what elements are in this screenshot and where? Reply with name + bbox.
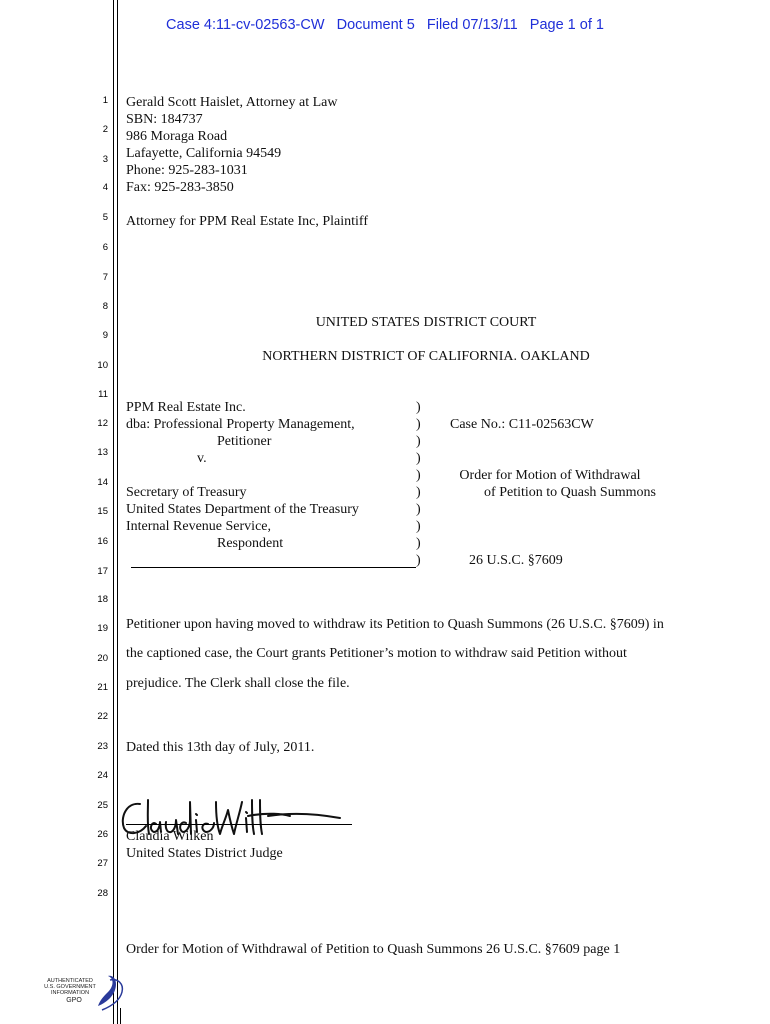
line-number: 2 [102, 124, 108, 135]
paren: ) [416, 434, 421, 449]
signature-line [126, 824, 352, 825]
attorney-street: 986 Moraga Road [126, 129, 228, 144]
case-number: Case No.: C11-02563CW [450, 417, 594, 432]
line-number: 9 [102, 330, 108, 341]
paren: ) [416, 417, 421, 432]
paren: ) [416, 502, 421, 517]
respondent-line: Internal Revenue Service, [126, 519, 271, 534]
seal-text: AUTHENTICATED [47, 978, 93, 984]
attorney-city: Lafayette, California 94549 [126, 146, 282, 161]
paren: ) [416, 468, 421, 483]
line-number: 13 [97, 447, 108, 458]
paren: ) [416, 553, 421, 568]
statute: 26 U.S.C. §7609 [469, 553, 563, 568]
respondent-line: Secretary of Treasury [126, 485, 247, 500]
respondent-line: United States Department of the Treasury [126, 502, 359, 517]
line-number: 7 [102, 272, 108, 283]
line-number: 10 [97, 360, 108, 371]
line-number: 5 [102, 212, 108, 223]
margin-rule-inner [117, 0, 118, 1024]
gpo-authentication-seal [40, 970, 130, 1014]
line-number: 3 [102, 154, 108, 165]
page-footer: Order for Motion of Withdrawal of Petition to Quash Summons 26 U.S.C. §7609 page 1 [126, 942, 621, 957]
paren: ) [416, 519, 421, 534]
line-number: 26 [97, 829, 108, 840]
line-number: 25 [97, 800, 108, 811]
line-number: 23 [97, 741, 108, 752]
line-number: 16 [97, 536, 108, 547]
line-number: 4 [102, 182, 108, 193]
line-number: 8 [102, 301, 108, 312]
court-name: UNITED STATES DISTRICT COURT [315, 315, 537, 330]
seal-gpo-mark: GPO [66, 997, 82, 1004]
attorney-sbn: SBN: 184737 [126, 112, 203, 127]
line-number: 21 [97, 682, 108, 693]
paren: ) [416, 536, 421, 551]
versus: v. [197, 451, 207, 466]
document-title-line2: of Petition to Quash Summons [484, 485, 656, 500]
attorney-name: Gerald Scott Haislet, Attorney at Law [126, 95, 338, 110]
attorney-represents: Attorney for PPM Real Estate Inc, Plaintiff [126, 214, 368, 229]
line-number: 11 [98, 389, 108, 400]
judge-name: Claudia Wilken [126, 829, 214, 844]
attorney-fax: Fax: 925-283-3850 [126, 180, 234, 195]
line-number: 24 [97, 770, 108, 781]
paren: ) [416, 451, 421, 466]
line-number: 22 [97, 711, 108, 722]
petitioner-line: dba: Professional Property Management, [126, 417, 355, 432]
line-number: 18 [97, 594, 108, 605]
petitioner-role: Petitioner [217, 434, 272, 449]
paren: ) [416, 485, 421, 500]
eagle-icon [92, 972, 128, 1012]
line-number: 20 [97, 653, 108, 664]
line-number: 27 [97, 858, 108, 869]
document-title-line1: Order for Motion of Withdrawal [459, 468, 641, 483]
line-number: 12 [97, 418, 108, 429]
line-number: 6 [102, 242, 108, 253]
petitioner-line: PPM Real Estate Inc. [126, 400, 246, 415]
respondent-role: Respondent [217, 536, 284, 551]
line-number: 14 [97, 477, 108, 488]
seal-text: U.S. GOVERNMENT [44, 984, 96, 990]
body-line: Petitioner upon having moved to withdraw its Petition to Quash Summons (26 U.S.C. §7609) in [126, 617, 664, 632]
margin-rule-outer [113, 0, 114, 1024]
attorney-phone: Phone: 925-283-1031 [126, 163, 248, 178]
caption-underline [131, 567, 416, 568]
line-number: 17 [97, 566, 108, 577]
judge-title: United States District Judge [126, 846, 283, 861]
body-line: prejudice. The Clerk shall close the file. [126, 676, 350, 691]
body-line: the captioned case, the Court grants Petitioner’s motion to withdraw said Petition without [126, 646, 627, 661]
court-district: NORTHERN DISTRICT OF CALIFORNIA. OAKLAND [262, 349, 590, 364]
seal-text: INFORMATION [50, 990, 90, 996]
line-number: 19 [97, 623, 108, 634]
filing-stamp: Case 4:11-cv-02563-CW Document 5 Filed 07/13/11 Page 1 of 1 [166, 17, 604, 33]
line-number: 15 [97, 506, 108, 517]
dated-line: Dated this 13th day of July, 2011. [126, 740, 315, 755]
line-number: 1 [102, 95, 108, 106]
line-number: 28 [97, 888, 108, 899]
paren: ) [416, 400, 421, 415]
